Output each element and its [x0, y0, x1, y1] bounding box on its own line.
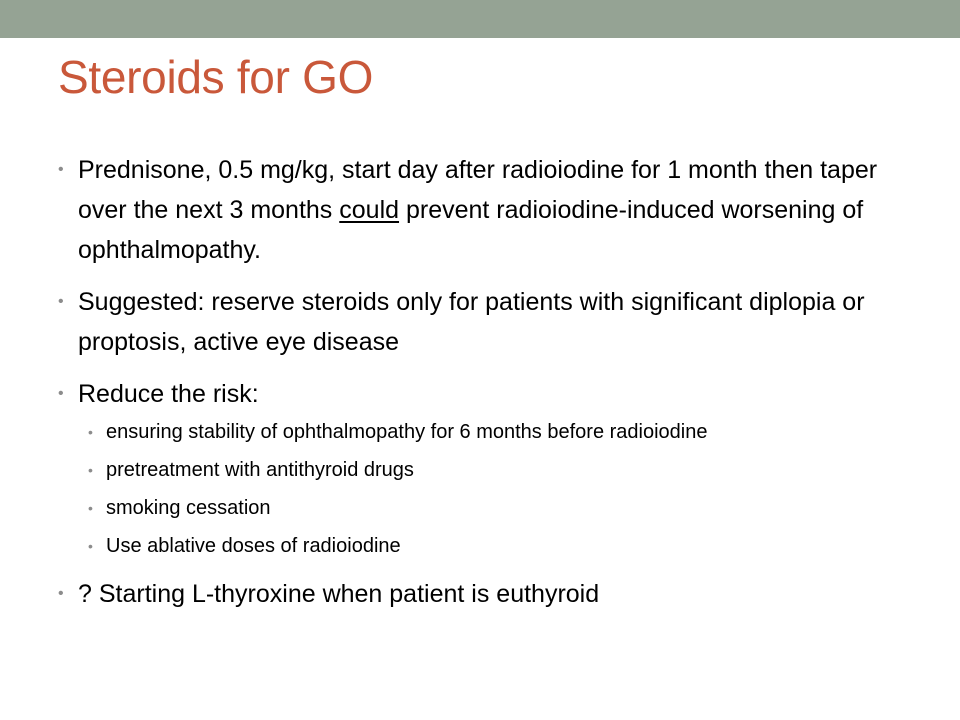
- bullet-dot-icon: •: [58, 385, 64, 402]
- sub-bullet-dot-icon: •: [88, 424, 93, 440]
- bullet-suggested-text: Suggested: reserve steroids only for patients with significant diplopia or proptosis, active eye disease: [78, 288, 865, 356]
- bullet-reduce-risk: [58, 374, 908, 562]
- sub-bullet-ablative: [88, 530, 908, 562]
- sub-bullet-pretreatment: [88, 454, 908, 486]
- bullet-prednisone-text-1: Prednisone, 0.5 mg/kg, start day after radioiodine for 1 month then taper over the next 3 months: [78, 156, 878, 224]
- top-accent-band: [0, 0, 960, 38]
- sub-bullet-pretreatment-text: pretreatment with antithyroid drugs: [106, 459, 414, 481]
- sub-bullet-smoking-text: smoking cessation: [106, 497, 271, 519]
- bullet-dot-icon: •: [58, 161, 64, 178]
- sub-bullet-dot-icon: •: [88, 462, 93, 478]
- sub-bullet-dot-icon: •: [88, 538, 93, 554]
- sub-bullet-dot-icon: •: [88, 500, 93, 516]
- bullet-dot-icon: •: [58, 585, 64, 602]
- sub-bullet-list: [78, 416, 908, 562]
- bullet-l-thyroxine: [58, 574, 908, 614]
- underlined-word-could: could: [339, 196, 400, 224]
- bullet-suggested: [58, 282, 908, 362]
- slide-title: Steroids for GO: [58, 51, 374, 103]
- bullet-list: [58, 150, 908, 626]
- bullet-prednisone-text-2: prevent radioiodine-induced worsening of ophthalmopathy.: [78, 196, 864, 264]
- sub-bullet-stability: [88, 416, 908, 448]
- bullet-dot-icon: •: [58, 293, 64, 310]
- sub-bullet-ablative-text: Use ablative doses of radioiodine: [106, 535, 401, 557]
- sub-bullet-stability-text: ensuring stability of ophthalmopathy for 6 months before radioiodine: [106, 421, 708, 443]
- bullet-l-thyroxine-text: ? Starting L-thyroxine when patient is euthyroid: [78, 580, 600, 608]
- bullet-prednisone: [58, 150, 908, 270]
- bullet-reduce-risk-text: Reduce the risk:: [78, 380, 259, 408]
- sub-bullet-smoking: [88, 492, 908, 524]
